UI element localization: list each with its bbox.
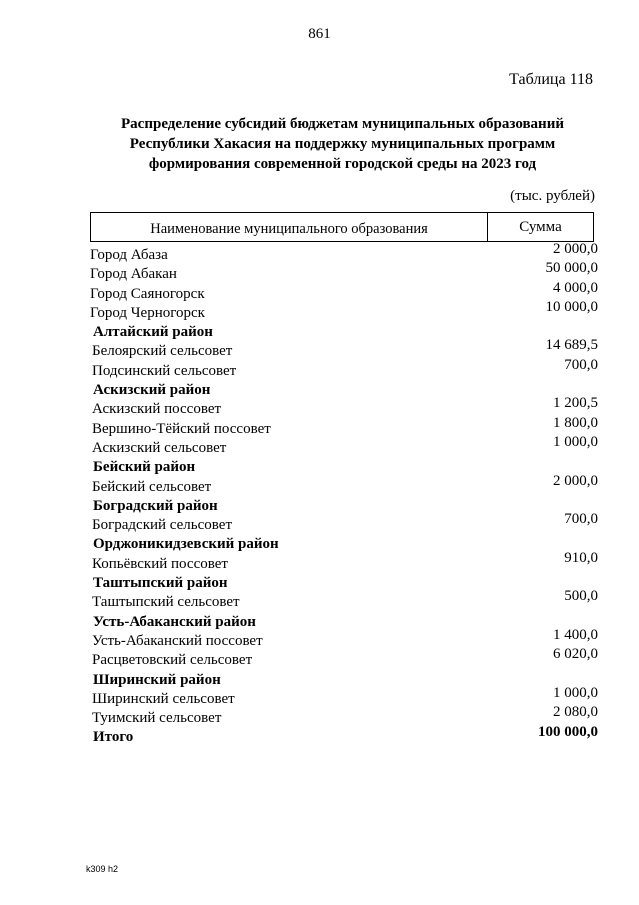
row-value: 6 020,0 [553, 646, 598, 663]
row-value: 2 080,0 [553, 704, 598, 721]
row-name: Ширинский район [93, 671, 221, 688]
row-name: Итого [93, 729, 134, 746]
row-value: 4 000,0 [553, 279, 598, 296]
row-name: Подсинский сельсовет [92, 362, 237, 379]
row-value: 500,0 [564, 588, 598, 605]
row-name: Бейский сельсовет [92, 478, 212, 495]
column-header-name: Наименование муниципального образования [91, 213, 488, 241]
row-name: Расцветовский сельсовет [92, 652, 253, 669]
row-value: 1 400,0 [553, 626, 598, 643]
row-name: Город Абаза [90, 247, 168, 263]
row-value: 1 000,0 [553, 433, 598, 450]
group-row [90, 455, 598, 474]
table-row [90, 262, 598, 281]
table-row [90, 706, 598, 725]
table-row [90, 279, 598, 302]
group-row [90, 378, 598, 397]
row-value: 700,0 [564, 511, 598, 528]
row-value: 700,0 [564, 356, 598, 373]
table-row [90, 339, 598, 358]
page-number: 861 [308, 26, 331, 42]
group-row [90, 320, 598, 339]
table-row [90, 397, 598, 416]
table-row [90, 298, 598, 321]
row-name: Аскизский сельсовет [92, 439, 227, 456]
column-header-sum: Сумма [519, 219, 562, 235]
row-name: Усть-Абаканский район [93, 613, 256, 630]
group-row [90, 571, 598, 590]
row-value: 2 000,0 [553, 472, 598, 489]
table-row [90, 626, 598, 649]
table-row [90, 549, 598, 572]
row-name: Вершино-Тёйский поссовет [92, 420, 271, 437]
title-line: Распределение субсидий бюджетам муниципальных образований [121, 116, 564, 132]
table-title [90, 114, 595, 174]
row-value: 10 000,0 [545, 298, 598, 315]
table-row [90, 684, 598, 707]
table-row [90, 648, 598, 667]
row-name: Алтайский район [93, 324, 213, 341]
table-row [90, 590, 598, 609]
row-name: Туимский сельсовет [92, 710, 222, 727]
title-line: Республики Хакасия на поддержку муниципальных программ [129, 136, 556, 152]
row-name: Город Саяногорск [90, 285, 205, 302]
group-row [90, 668, 598, 687]
row-name: Боградский сельсовет [92, 517, 232, 534]
row-name: Бейский район [93, 459, 196, 476]
row-value: 14 689,5 [545, 337, 598, 354]
table-body [90, 243, 598, 745]
row-value: 100 000,0 [538, 724, 598, 741]
unit-label: (тыс. рублей) [510, 188, 595, 204]
row-value: 1 800,0 [553, 414, 598, 431]
row-name: Таштыпский сельсовет [92, 594, 240, 611]
table-row [90, 356, 598, 379]
footer-code: k309 h2 [86, 864, 119, 874]
group-row [90, 532, 598, 551]
row-name: Аскизский поссовет [92, 401, 222, 418]
row-value: 2 000,0 [553, 241, 598, 257]
total-row [90, 725, 598, 744]
row-value: 910,0 [564, 549, 598, 566]
row-name: Боградский район [93, 497, 218, 514]
row-name: Таштыпский район [93, 575, 228, 592]
row-name: Копьёвский поссовет [92, 555, 228, 572]
row-name: Орджоникидзевский район [93, 536, 279, 553]
row-name: Усть-Абаканский поссовет [92, 632, 263, 649]
table-row [90, 472, 598, 495]
table-row [90, 513, 598, 532]
table-number: Таблица 118 [509, 71, 593, 88]
table-row [90, 243, 598, 262]
row-name: Белоярский сельсовет [92, 343, 233, 360]
row-name: Ширинский сельсовет [92, 690, 235, 707]
group-row [90, 494, 598, 513]
row-value: 50 000,0 [545, 260, 598, 277]
row-value: 1 200,5 [553, 395, 598, 412]
group-row [90, 610, 598, 629]
title-line: формирования современной городской среды на 2023 год [148, 156, 537, 172]
row-name: Город Абакан [90, 266, 177, 283]
row-name: Город Черногорск [90, 304, 205, 321]
row-value: 1 000,0 [553, 684, 598, 701]
table-header [90, 212, 594, 242]
row-name: Аскизский район [93, 382, 211, 399]
table-row [90, 414, 598, 437]
table-row [90, 433, 598, 456]
